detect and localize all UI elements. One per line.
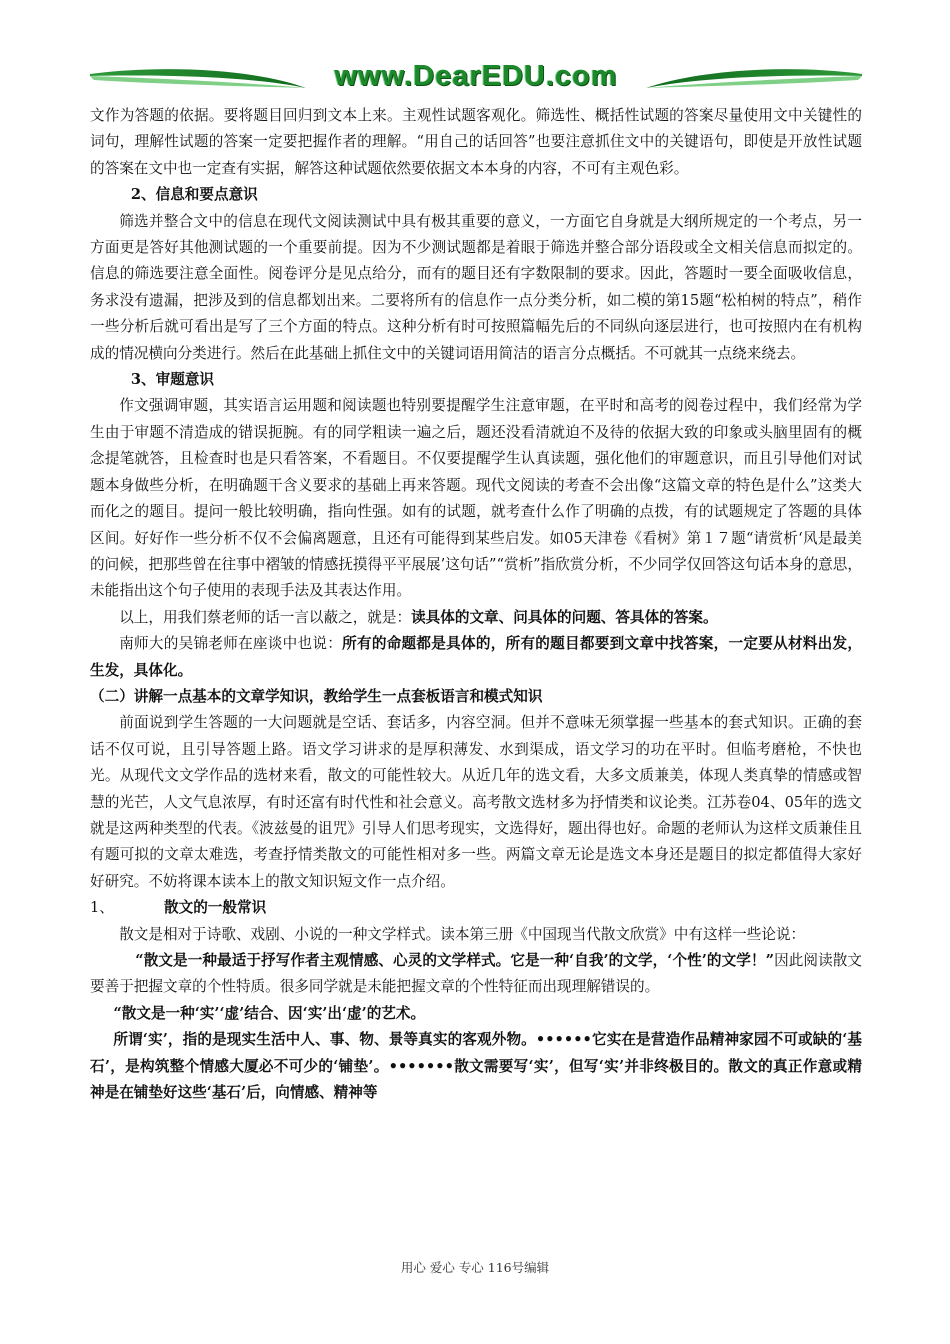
page-footer: 用心 爱心 专心 116号编辑 (400, 1260, 550, 1275)
heading-question-awareness: 3、审题意识 (130, 371, 214, 389)
teacher-quote-emphasis: 所有的命题都是具体的，所有的题目都要到文章中找答案，一定要从材料出发，生发，具体化。 (90, 635, 862, 679)
site-logo: www.DearEDU.com (334, 60, 618, 92)
site-header (88, 56, 864, 100)
paragraph-info-awareness: 筛选并整合文中的信息在现代文阅读测试中具有极其重要的意义，一方面它自身就是大纲所规定的一个考点，另一方面更是答好其他测试题的一个重要前提。因为不少测试题都是着眼于筛选并整合部分语段或全文相关信息而拟定的。信息的筛选要注意全面性。阅卷评分是见点给分，而有的题目还有字数限制的要求。因此，答题时一要全面吸收信息，务求没有遗漏，把涉及到的信息都划出来。二要将所有的信息作一点分类分析，如二模的第15题“松柏树的特点”，稍作一些分析后就可看出是写了三个方面的特点。这种分析有时可按照篇幅先后的不同纵向逐层进行，也可按照内在有机构成的情况横向分类进行。然后在此基础上抓住文中的关键词语用简洁的语言分点概括。不可就其一点绕来绕去。 (90, 212, 862, 362)
summary-emphasis: 读具体的文章、问具体的问题、答具体的答案。 (411, 608, 718, 626)
document-body (90, 103, 862, 1106)
quote-real-virtual: “散文是一种‘实’‘虚’结合、因‘实’出‘虚’的艺术。 (113, 1004, 426, 1022)
quote-subjective-rest: 因此阅读散文要善于把握文章的个性特质。很多同学就是未能把握文章的个性特征而出现理解错误的。 (90, 952, 862, 996)
paragraph-answer-basis: 文作为答题的依据。要将题目回归到文本上来。主观性试题客观化。筛选性、概括性试题的答案尽量使用文中关键性的词句，理解性试题的答案一定要把握作者的理解。“用自己的话回答”也要注意抓住文中的关键语句，即使是开放性试题的答案在文中也一定查有实据，解答这种试题依然要依据文本本身的内容，不可有主观色彩。 (90, 107, 862, 177)
paragraph-essay-knowledge: 前面说到学生答题的一大问题就是空话、套话多，内容空洞。但并不意味无须掌握一些基本的套式知识。正确的套话不仅可说，且引导答题上路。语文学习讲求的是厚积薄发、水到渠成，语文学习的功在平时。但临考磨枪，不快也光。从现代文文学作品的选材来看，散文的可能性较大。从近几年的选文看，大多文质兼美，体现人类真挚的情感或智慧的光芒，人文气息浓厚，有时还富有时代性和社会意义。高考散文选材多为抒情类和议论类。江苏卷04、05年的选文就是这两种类型的代表。《波兹曼的诅咒》引导人们思考现实，文选得好，题出得也好。命题的老师认为这样文质兼佳且有题可拟的文章太难选，考查抒情类散文的可能性相对多一些。两篇文章无论是选文本身还是题目的拟定都值得大家好好研究。不妨将课本读本上的散文知识短文作一点介绍。 (90, 714, 862, 890)
teacher-quote-text: 南师大的吴锦老师在座谈中也说： (119, 635, 343, 653)
heading-number: 1、 (90, 899, 114, 917)
heading-essay-basics (90, 895, 862, 921)
paragraph-real-definition: 所谓‘实’，指的是现实生活中人、事、物、景等真实的客观外物。••••••它实在是营造作品精神家园不可或缺的‘基石’，是构筑整个情感大厦必不可少的‘铺垫’。•••••••散文需要写‘实’，但写‘实’并非终极目的。散文的真正作意或精神是在铺垫好这些‘基石’后，向情感、精神等 (90, 1031, 862, 1102)
quote-subjective-bold: “散文是一种最适于抒写作者主观情感、心灵的文学样式。它是一种‘自我’的文学，‘个性’的文学！” (135, 952, 774, 969)
paragraph-essay-definition: 散文是相对于诗歌、戏剧、小说的一种文学样式。读本第三册《中国现当代散文欣赏》中有这样一些论说： (119, 925, 806, 943)
paragraph-summary (90, 605, 862, 631)
quote-subjective (90, 948, 862, 1001)
heading-info-awareness: 2、信息和要点意识 (130, 186, 258, 204)
summary-text: 以上，用我们蔡老师的话一言以蔽之，就是： (119, 608, 412, 626)
section-heading-2: （二）讲解一点基本的文章学知识，教给学生一点套板语言和模式知识 (90, 687, 543, 705)
paragraph-question-awareness: 作文强调审题，其实语言运用题和阅读题也特别要提醒学生注意审题，在平时和高考的阅卷过程中，我们经常为学生由于审题不清造成的错误扼腕。有的同学粗读一遍之后，题还没看清就迫不及待的依据大致的印象或头脑里固有的概念提笔就答，且检查时也是只看答案，不看题目。不仅要提醒学生认真读题，强化他们的审题意识，而且引导他们对试题本身做些分析，在明确题干含义要求的基础上再来答题。现代文阅读的考查不会出像“这篇文章的特色是什么”这类大而化之的题目。提问一般比较明确，指向性强。如有的试题，就考查什么作了明确的点拨，有的试题规定了答题的具体区间。好好作一些分析不仅不会偏离题意，且还有可能得到某些启发。如05天津卷《看树》第１７题“请赏析‘风是最美的问候，把那些曾在往事中褶皱的情感抚摸得平平展展’这句话”“赏析”指欣赏分析，不少同学仅回答这句话本身的意思，未能指出这个句子使用的表现手法及其表达作用。 (90, 397, 862, 600)
heading-text: 散文的一般常识 (164, 899, 267, 917)
paragraph-teacher-quote (90, 631, 862, 684)
